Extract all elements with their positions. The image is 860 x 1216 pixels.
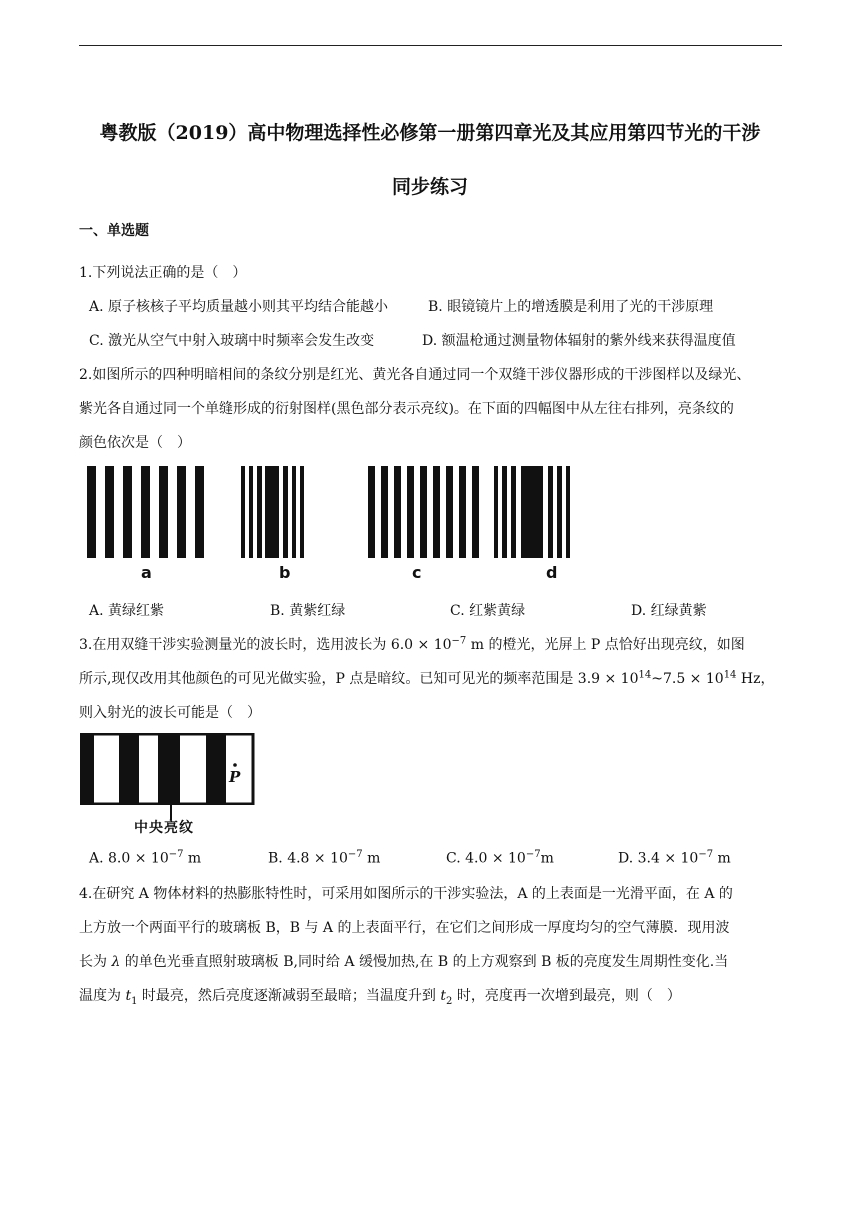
q2-option-a: A. 黄绿红紫 — [89, 603, 165, 619]
fig-label-a: a — [141, 563, 152, 582]
q2-stem-line1: 2.如图所示的四种明暗相间的条纹分别是红光、黄光各自通过同一个双缝干涉仪器形成的干涉图样以及绿光、 — [79, 367, 751, 383]
fringe-pattern-c — [368, 466, 479, 558]
q1-option-d: D. 额温枪通过测量物体辐射的紫外线来获得温度值 — [422, 333, 736, 349]
fringe-pattern-a — [87, 466, 204, 558]
q4-stem-line4: 温度为 $t_1$ 时最亮，然后亮度逐渐减弱至最暗；当温度升到 $t_2$ 时，亮度再一次增到最亮，则（ ） — [79, 988, 681, 1007]
point-p-label: P — [229, 768, 241, 786]
document-title-line2: 同步练习 — [391, 176, 468, 198]
central-fringe-caption: 中央亮纹 — [134, 820, 194, 836]
fig-label-d: d — [546, 563, 558, 582]
q3-stem-line3: 则入射光的波长可能是（ ） — [79, 705, 261, 721]
q2-option-c: C. 红紫黄绿 — [450, 603, 526, 619]
q2-stem-line3: 颜色依次是（ ） — [79, 435, 191, 451]
q3-option-d: D. $3.4 \times 10^{-7}$ m — [618, 849, 731, 867]
fig-label-b: b — [279, 563, 291, 582]
document-title-line1: 粤教版（2019）高中物理选择性必修第一册第四章光及其应用第四节光的干涉 — [99, 122, 761, 144]
q2-option-b: B. 黄紫红绿 — [270, 603, 346, 619]
header-rule — [79, 45, 782, 46]
q3-option-c: C. $4.0 \times 10^{-7}m$ — [446, 849, 554, 867]
q2-stem-line2: 紫光各自通过同一个单缝形成的衍射图样(黑色部分表示亮纹)。在下面的四幅图中从左往右排列，亮条纹的 — [79, 401, 734, 417]
section-heading: 一、单选题 — [79, 223, 149, 239]
fringe-pattern-b — [241, 466, 304, 558]
q3-option-a: A. $8.0 \times 10^{-7}$ m — [89, 849, 202, 867]
q3-option-b: B. $4.8 \times 10^{-7}$ m — [268, 849, 381, 867]
q4-stem-line3: 长为 λ 的单色光垂直照射玻璃板 B,同时给 A 缓慢加热,在 B 的上方观察到 B 板的亮度发生周期性变化.当 — [79, 954, 729, 970]
q1-option-b: B. 眼镜镜片上的增透膜是利用了光的干涉原理 — [428, 299, 714, 315]
q2-option-d: D. 红绿黄紫 — [631, 603, 707, 619]
q3-stem-line2: 所示,现仅改用其他颜色的可见光做实验，P 点是暗纹。已知可见光的频率范围是 $3.9 \times 10^{14}\sim 7.5 \times 10^{14}$ Hz， — [79, 669, 775, 687]
q1-option-c: C. 激光从空气中射入玻璃中时频率会发生改变 — [89, 333, 375, 349]
q4-stem-line1: 4.在研究 A 物体材料的热膨胀特性时，可采用如图所示的干涉实验法，A 的上表面是一光滑平面，在 A 的 — [79, 886, 733, 902]
q1-stem: 1.下列说法正确的是（ ） — [79, 265, 247, 281]
fig-label-c: c — [412, 563, 422, 582]
q3-stem-line1: 3.在用双缝干涉实验测量光的波长时，选用波长为 $6.0 \times 10^{-7}$ m 的橙光，光屏上 P 点恰好出现亮纹，如图 — [79, 635, 745, 653]
fringe-patterns-figure — [84, 466, 604, 558]
fringe-pattern-d — [494, 466, 570, 558]
q4-stem-line2: 上方放一个两面平行的玻璃板 B，B 与 A 的上表面平行，在它们之间形成一厚度均匀的空气薄膜．现用波 — [79, 920, 730, 936]
q1-option-a: A. 原子核核子平均质量越小则其平均结合能越小 — [89, 299, 389, 315]
